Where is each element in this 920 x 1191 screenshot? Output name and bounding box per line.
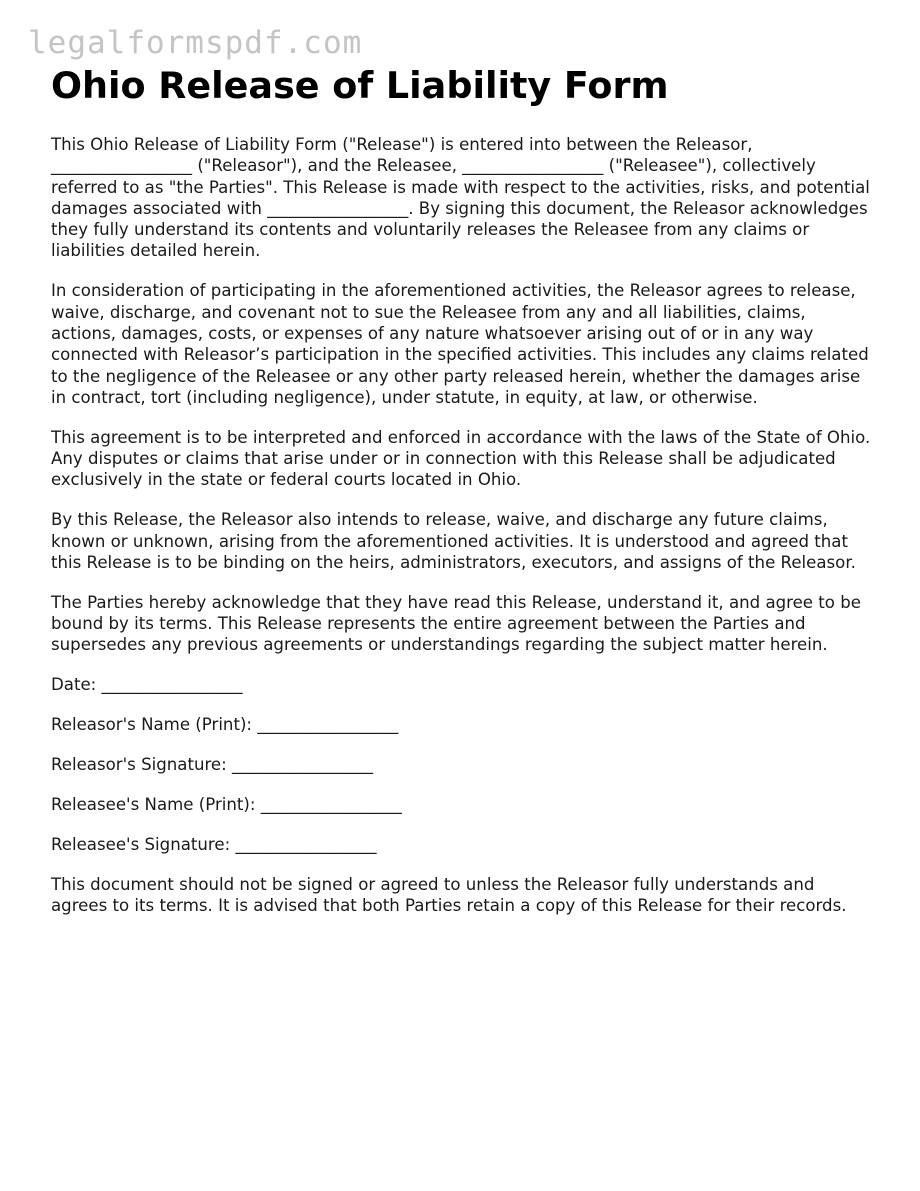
watermark: legalformspdf.com [28, 25, 363, 61]
releasor-name-field: Releasor's Name (Print): _________________ [51, 715, 399, 735]
consideration-paragraph: In consideration of participating in the aforementioned activities, the Releasor agrees to release, waive, discharge, and covenant not to sue the Releasee from any and all liabilities, claims, actions, damages, costs, or expenses of any nature whatsoever arising out of or in any way connected with Releasor’s participation in the specified activities. This includes any claims related to the negligence of the Releasee or any other party released herein, whether the damages arise in contract, tort (including negligence), under statute, in equity, at law, or otherwise. [51, 281, 869, 407]
releasor-signature-field: Releasor's Signature: _________________ [51, 754, 374, 774]
governing-law-paragraph: This agreement is to be interpreted and enforced in accordance with the laws of the State of Ohio. Any disputes or claims that arise under or in connection with this Release shall be adjudicated exclusively in the state or federal courts located in Ohio. [51, 427, 871, 490]
releasee-signature-field: Releasee's Signature: _________________ [51, 834, 377, 854]
document-body [51, 134, 873, 935]
future-claims-paragraph: By this Release, the Releasor also intends to release, waive, and discharge any future claims, known or unknown, arising from the aforementioned activities. It is understood and agreed that this Release is to be binding on the heirs, administrators, executors, and assigns of the Releasor. [51, 510, 856, 572]
acknowledgment-paragraph: The Parties hereby acknowledge that they have read this Release, understand it, and agree to be bound by its terms. This Release represents the entire agreement between the Parties and supersedes any previous agreements or understandings regarding the subject matter herein. [51, 592, 861, 655]
page-title: Ohio Release of Liability Form [51, 64, 669, 107]
date-field: Date: _________________ [51, 675, 243, 695]
releasee-name-field: Releasee's Name (Print): _________________ [51, 794, 402, 814]
closing-paragraph: This document should not be signed or agreed to unless the Releasor fully understands and agrees to its terms. It is advised that both Parties retain a copy of this Release for their records. [51, 874, 847, 915]
intro-paragraph: This Ohio Release of Liability Form ("Release") is entered into between the Releasor, _________________ ("Releasor"), and the Releasee, _________________ ("Releasee"), collectively referred to as "the Parties". This Release is made with respect to the activities, risks, and potential damages associated with _________________. By signing this document, the Releasor acknowledges they fully understand its contents and voluntarily releases the Releasee from any claims or liabilities detailed herein. [51, 135, 870, 261]
